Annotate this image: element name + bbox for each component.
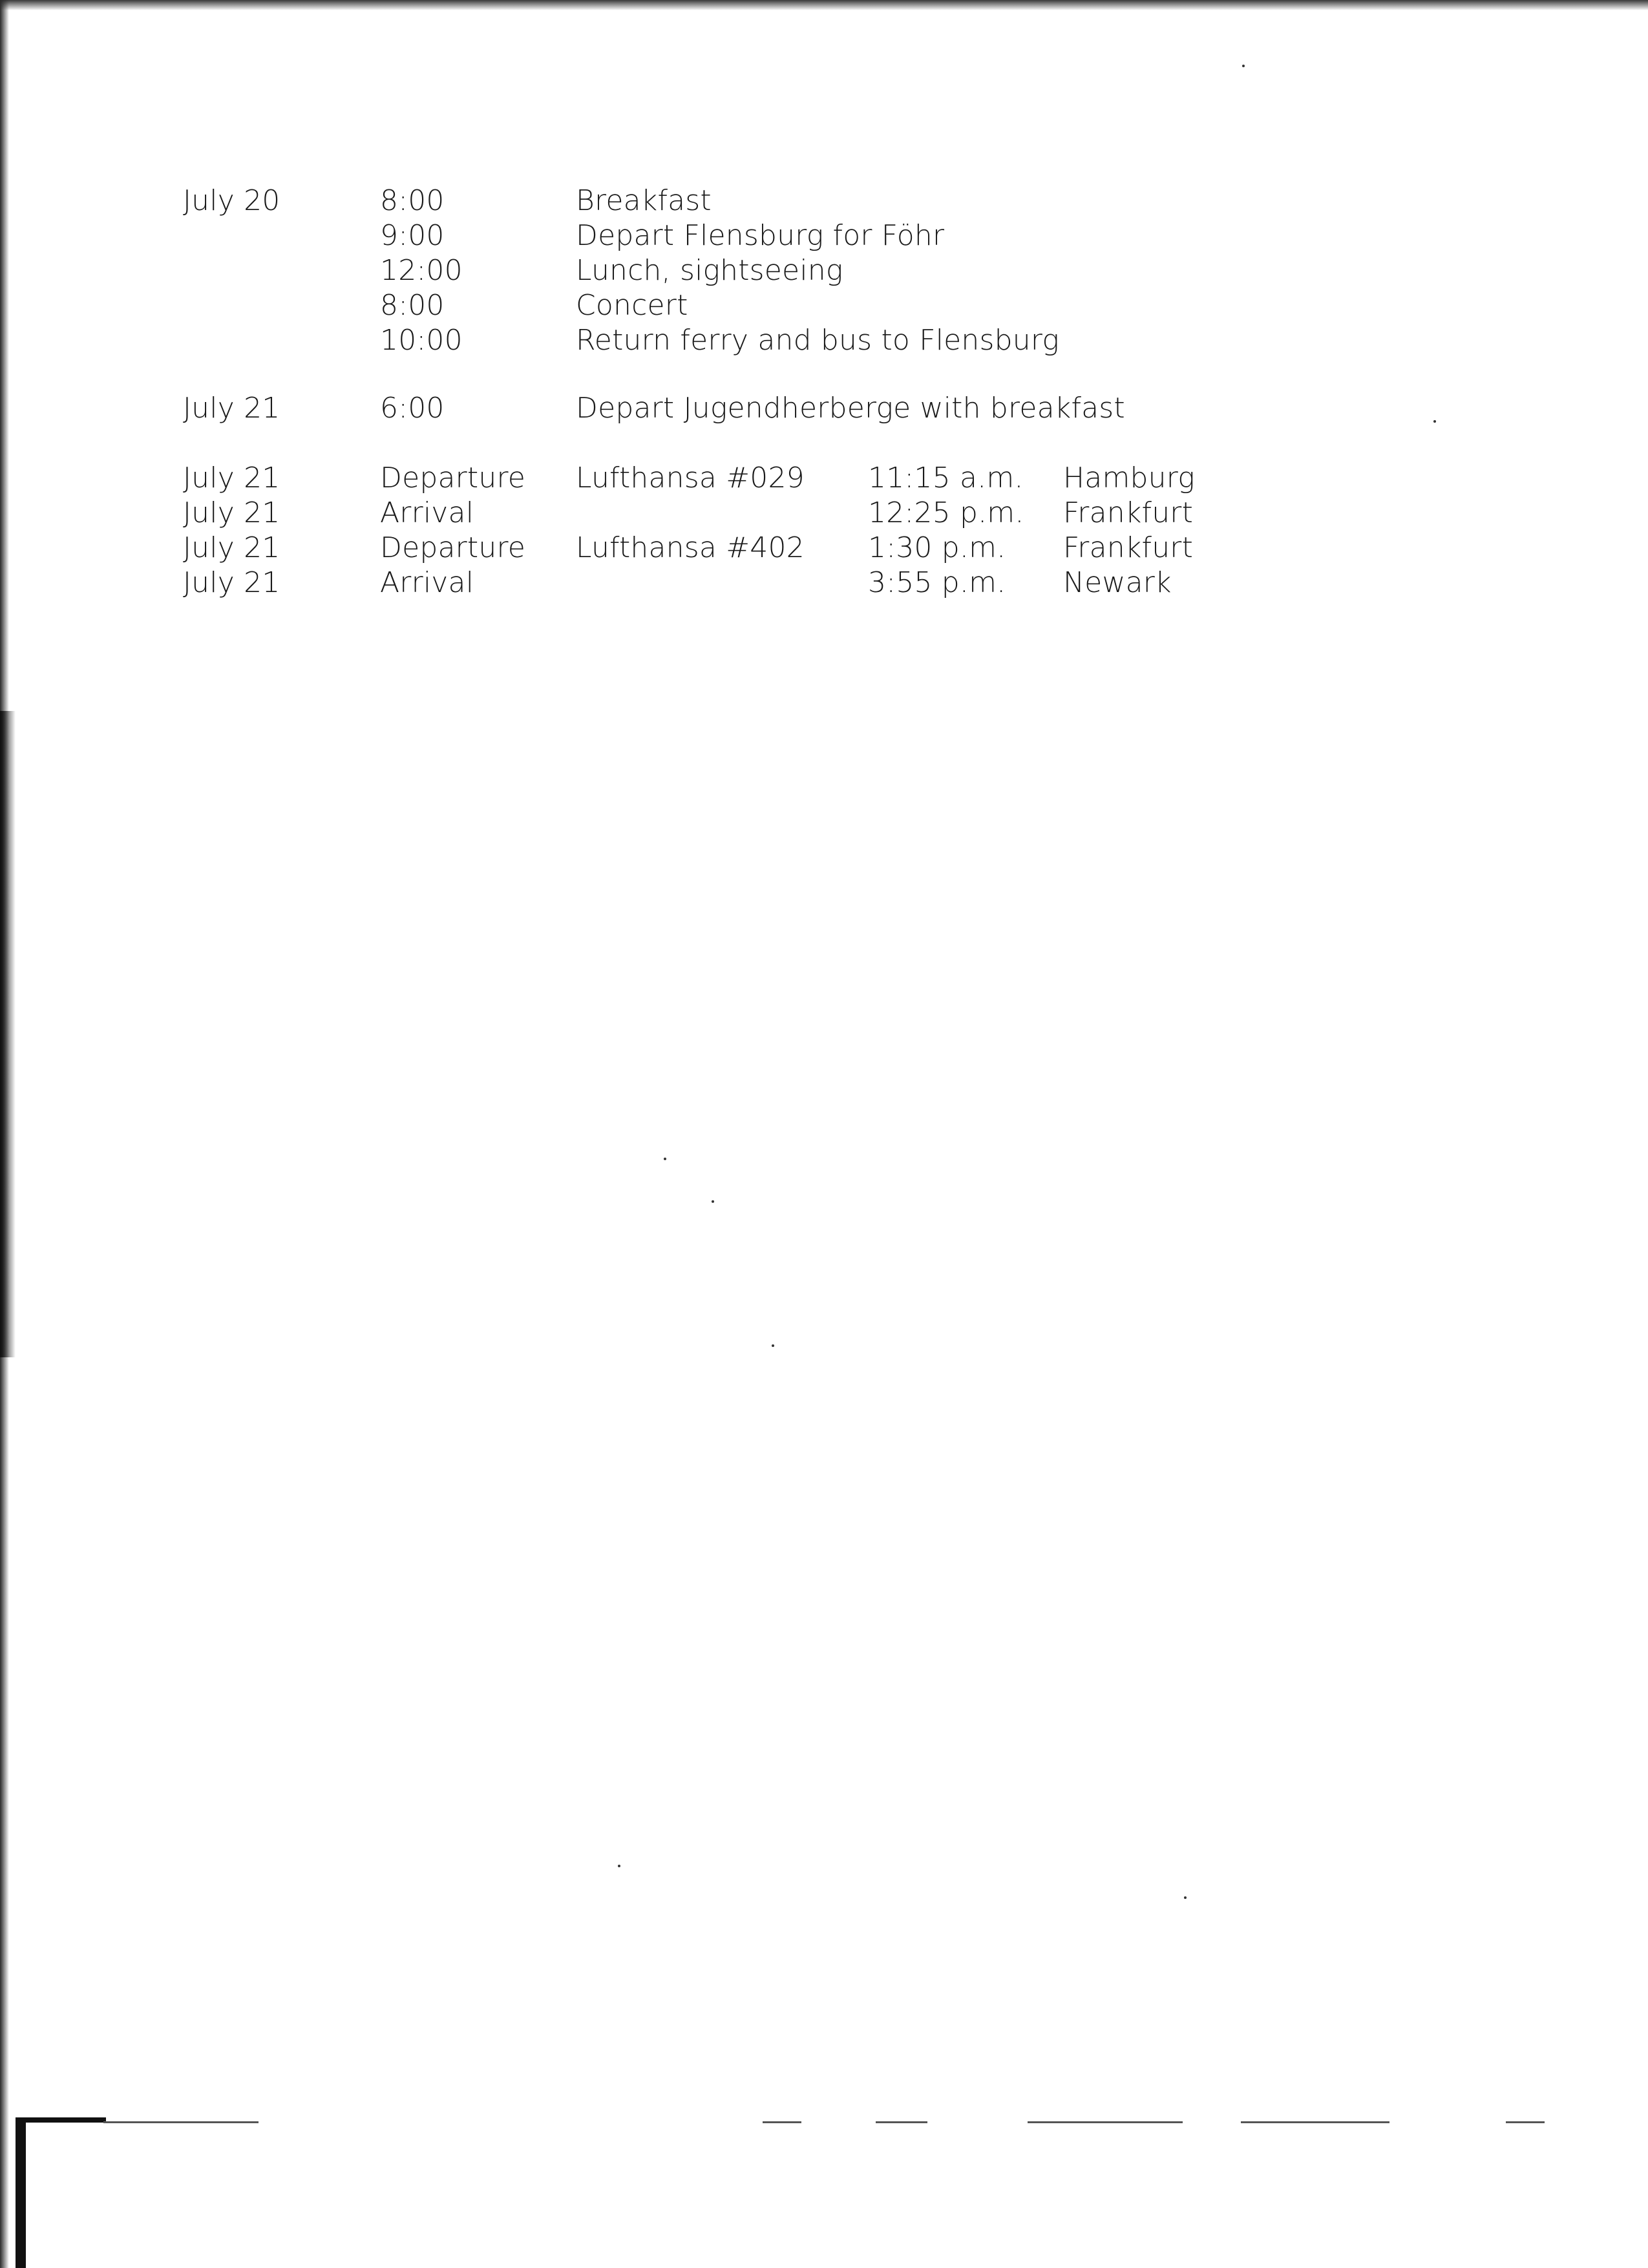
flight-1-type: Departure bbox=[380, 461, 526, 494]
flight-4-city: Newark bbox=[1063, 566, 1172, 599]
bottom-rule bbox=[1506, 2121, 1545, 2123]
bottom-rule bbox=[763, 2121, 801, 2123]
day1-item-2-time: 9:00 bbox=[380, 219, 445, 252]
day1-item-1-time: 8:00 bbox=[380, 184, 445, 217]
bottom-rule bbox=[1028, 2121, 1183, 2123]
scan-edge-left-shadow bbox=[0, 711, 16, 1357]
flight-3-type: Departure bbox=[380, 531, 526, 564]
scan-speck bbox=[1433, 420, 1436, 423]
flight-3-city: Frankfurt bbox=[1063, 531, 1194, 564]
day1-date: July 20 bbox=[183, 184, 280, 217]
bottom-rule bbox=[876, 2121, 927, 2123]
flight-1-time: 11:15 a.m. bbox=[868, 461, 1024, 494]
scan-speck bbox=[1184, 1896, 1187, 1899]
bottom-rule bbox=[103, 2121, 259, 2123]
scan-speck bbox=[618, 1865, 620, 1867]
scan-speck bbox=[712, 1200, 714, 1203]
flight-1-number: Lufthansa #029 bbox=[576, 461, 805, 494]
scan-speck bbox=[1242, 65, 1245, 67]
bottom-rule bbox=[1241, 2121, 1389, 2123]
day1-item-4-time: 8:00 bbox=[380, 289, 445, 322]
day2-date: July 21 bbox=[183, 392, 280, 425]
scan-edge-top bbox=[0, 0, 1648, 10]
flight-3-date: July 21 bbox=[183, 531, 280, 564]
flight-4-date: July 21 bbox=[183, 566, 280, 599]
flight-1-date: July 21 bbox=[183, 461, 280, 494]
flight-1-city: Hamburg bbox=[1063, 461, 1195, 494]
day2-event: Depart Jugendherberge with breakfast bbox=[576, 392, 1125, 425]
flight-3-number: Lufthansa #402 bbox=[576, 531, 805, 564]
flight-2-city: Frankfurt bbox=[1063, 496, 1194, 529]
scan-speck bbox=[772, 1344, 774, 1347]
day1-item-1-event: Breakfast bbox=[576, 184, 712, 217]
flight-4-time: 3:55 p.m. bbox=[868, 566, 1006, 599]
scan-corner-mark-horizontal bbox=[16, 2117, 106, 2123]
flight-4-type: Arrival bbox=[380, 566, 474, 599]
flight-2-time: 12:25 p.m. bbox=[868, 496, 1024, 529]
scan-speck bbox=[664, 1158, 666, 1160]
flight-2-date: July 21 bbox=[183, 496, 280, 529]
day1-item-4-event: Concert bbox=[576, 289, 688, 322]
scan-corner-mark bbox=[16, 2117, 26, 2268]
day1-item-5-event: Return ferry and bus to Flensburg bbox=[576, 324, 1059, 357]
day1-item-3-event: Lunch, sightseeing bbox=[576, 254, 843, 287]
flight-2-type: Arrival bbox=[380, 496, 474, 529]
day1-item-3-time: 12:00 bbox=[380, 254, 463, 287]
day2-time: 6:00 bbox=[380, 392, 445, 425]
flight-3-time: 1:30 p.m. bbox=[868, 531, 1006, 564]
day1-item-2-event: Depart Flensburg for Föhr bbox=[576, 219, 945, 252]
day1-item-5-time: 10:00 bbox=[380, 324, 463, 357]
